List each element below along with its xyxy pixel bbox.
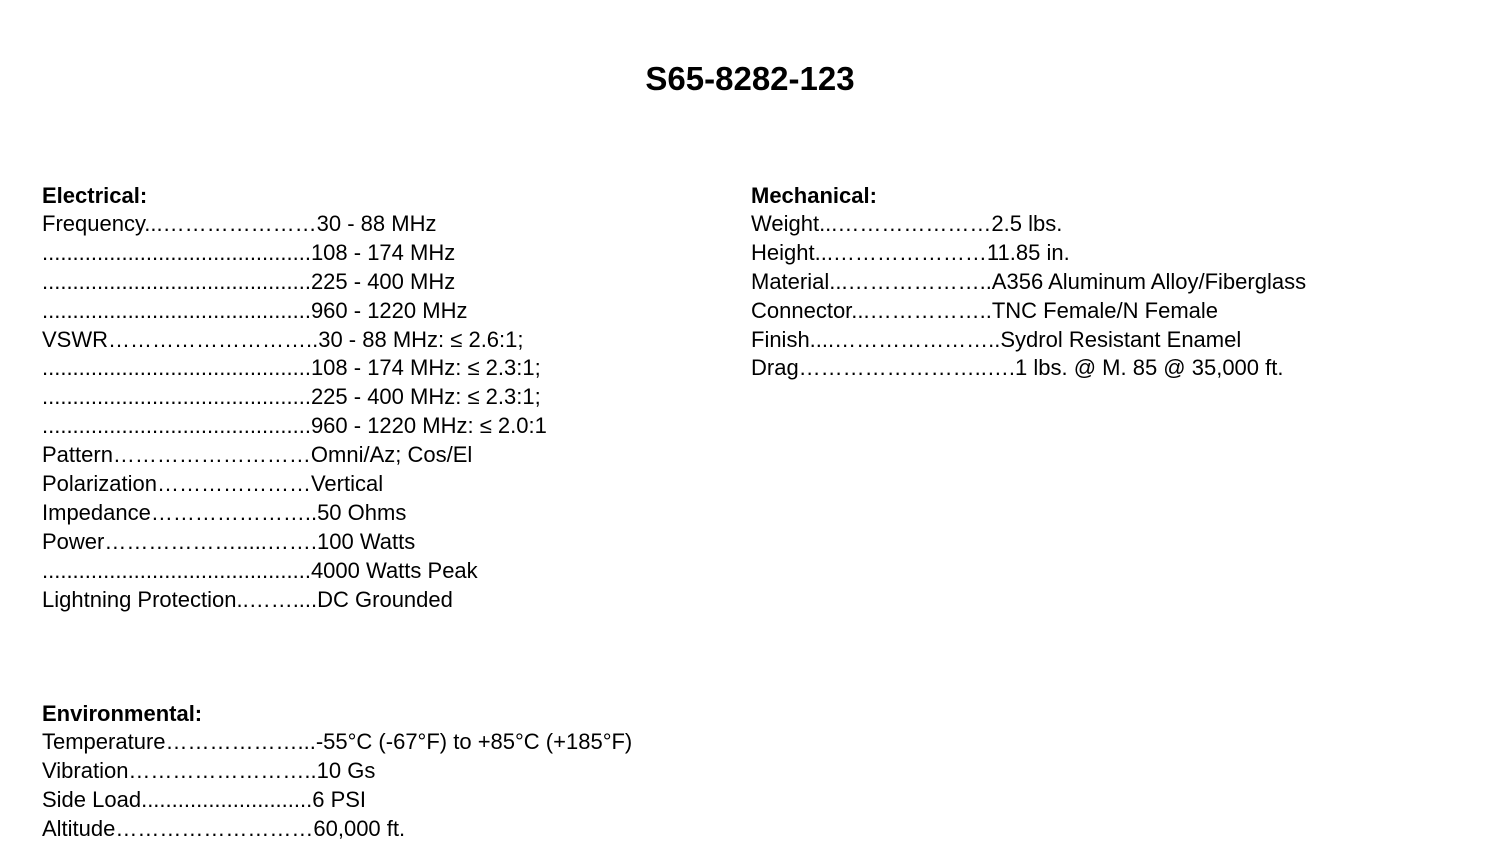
electrical-spec-line: ............................................960 - 1220 MHz [42,297,468,323]
mechanical-section [751,181,1306,383]
mechanical-heading: Mechanical: [751,183,877,208]
mechanical-spec-line: Drag……………………..….1 lbs. @ M. 85 @ 35,000 ft. [751,355,1284,381]
electrical-spec-line: ............................................960 - 1220 MHz: ≤ 2.0:1 [42,413,547,439]
electrical-section [42,181,547,614]
electrical-spec-line: ............................................108 - 174 MHz [42,239,456,265]
electrical-spec-line: VSWR………………………..30 - 88 MHz: ≤ 2.6:1; [42,326,524,352]
environmental-spec-line: Side Load............................6 PSI [42,786,367,812]
electrical-spec-line: Power……………….....…….100 Watts [42,528,416,554]
mechanical-spec-line: Connector...……………..TNC Female/N Female [751,297,1219,323]
electrical-spec-line: Impedance…………………..50 Ohms [42,499,407,525]
mechanical-spec-line: Weight...…………………2.5 lbs. [751,211,1063,236]
environmental-spec-line: Vibration……………………..10 Gs [42,757,376,783]
electrical-spec-line: ............................................4000 Watts Peak [42,557,478,583]
electrical-spec-line: ............................................225 - 400 MHz: ≤ 2.3:1; [42,384,541,410]
electrical-heading: Electrical: [42,183,148,208]
environmental-spec-line: Temperature………………...-55°C (-67°F) to +85°C (+185°F) [42,729,633,754]
environmental-section [42,699,632,844]
electrical-spec-line: Frequency...…………………30 - 88 MHz [42,211,437,236]
electrical-spec-line: Polarization…………………Vertical [42,471,384,497]
electrical-spec-line: ............................................225 - 400 MHz [42,268,456,294]
electrical-spec-line: Pattern………………………Omni/Az; Cos/El [42,442,473,468]
mechanical-spec-line: Height...…………………11.85 in. [751,239,1070,265]
electrical-spec-line: ............................................108 - 174 MHz: ≤ 2.3:1; [42,355,541,381]
mechanical-spec-line: Material...………………..A356 Aluminum Alloy/Fiberglass [751,268,1307,294]
environmental-heading: Environmental: [42,701,203,726]
environmental-spec-line: Altitude………………………60,000 ft. [42,815,406,841]
electrical-spec-line: Lightning Protection..……....DC Grounded [42,586,453,612]
mechanical-spec-line: Finish....…………………..Sydrol Resistant Enamel [751,326,1242,352]
document-title: S65-8282-123 [645,60,855,97]
